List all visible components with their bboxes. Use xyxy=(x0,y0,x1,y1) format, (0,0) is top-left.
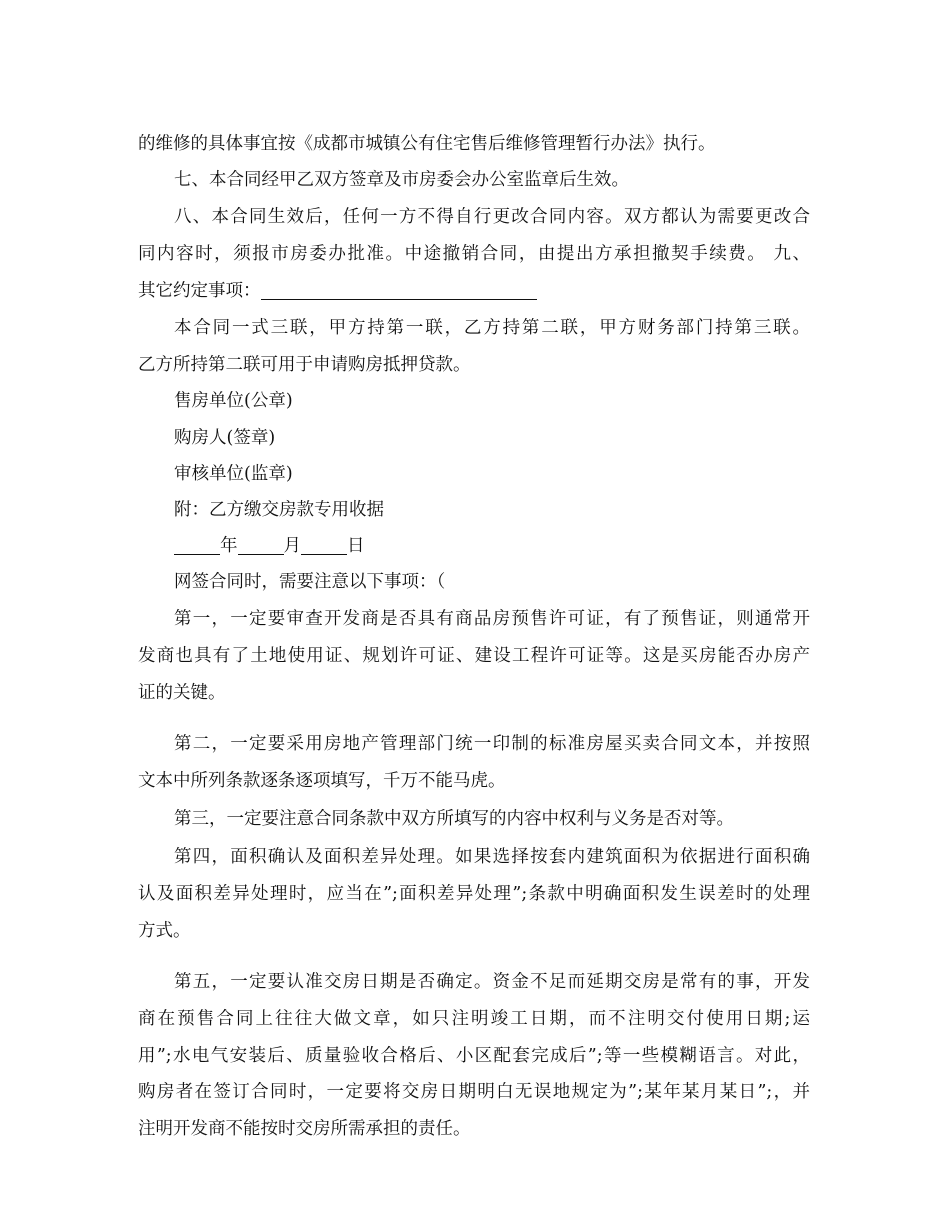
point-five-line-1: 第五，一定要认准交房日期是否确定。资金不足而延期交房是常有的事，开发 xyxy=(174,972,810,992)
copies-line-2: 乙方所持第二联可用于申请购房抵押贷款。 xyxy=(138,355,471,375)
day-blank xyxy=(301,532,347,555)
month-label: 月 xyxy=(283,536,301,556)
point-two-line-1: 第二，一定要采用房地产管理部门统一印制的标准房屋买卖合同文本，并按照 xyxy=(174,734,810,754)
point-five-line-4: 购房者在签订合同时，一定要将交房日期明白无误地规定为”;某年某月某日”;，并 xyxy=(138,1082,810,1102)
clause-eight-line-1: 八、本合同生效后，任何一方不得自行更改合同内容。双方都认为需要更改合 xyxy=(174,207,810,227)
year-blank xyxy=(174,532,220,555)
clause-eight-line-2: 同内容时，须报市房委办批准。中途撤销合同，由提出方承担撤契手续费。 九、 xyxy=(138,244,810,264)
year-label: 年 xyxy=(220,536,238,556)
point-two-line-2: 文本中所列条款逐条逐项填写，千万不能马虎。 xyxy=(138,771,506,791)
point-one-line-3: 证的关键。 xyxy=(138,683,226,703)
point-five-line-3: 用”;水电气安装后、质量验收合格后、小区配套完成后”;等一些模糊语言。对此， xyxy=(138,1046,810,1066)
seller-signature-label: 售房单位(公章) xyxy=(174,391,293,411)
attachment-note: 附：乙方缴交房款专用收据 xyxy=(174,500,384,520)
text-line: 的维修的具体事宜按《成都市城镇公有住宅售后维修管理暂行办法》执行。 xyxy=(138,134,716,154)
notes-heading: 网签合同时，需要注意以下事项：（ xyxy=(174,572,446,592)
point-one-line-2: 发商也具有了土地使用证、规划许可证、建设工程许可证等。这是买房能否办房产 xyxy=(138,646,810,666)
clause-seven: 七、本合同经甲乙双方签章及市房委会办公室监章后生效。 xyxy=(174,170,629,190)
clause-nine-label: 其它约定事项： xyxy=(138,281,261,301)
point-four-line-2: 认及面积差异处理时，应当在”;面积差异处理”;条款中明确面积发生误差时的处理 xyxy=(138,884,810,904)
reviewer-seal-label: 审核单位(监章) xyxy=(174,464,293,484)
day-label: 日 xyxy=(347,536,365,556)
month-blank xyxy=(238,532,284,555)
point-four-line-3: 方式。 xyxy=(138,921,191,941)
other-terms-blank xyxy=(261,277,537,300)
point-one-line-1: 第一，一定要审查开发商是否具有商品房预售许可证，有了预售证，则通常开 xyxy=(174,609,810,629)
buyer-signature-label: 购房人(签章) xyxy=(174,428,276,448)
point-five-line-2: 商在预售合同上往往大做文章，如只注明竣工日期，而不注明交付使用日期;运 xyxy=(138,1009,810,1029)
date-line xyxy=(174,528,365,564)
point-five-line-5: 注明开发商不能按时交房所需承担的责任。 xyxy=(138,1119,471,1139)
clause-nine-line xyxy=(138,273,537,309)
point-four-line-1: 第四，面积确认及面积差异处理。如果选择按套内建筑面积为依据进行面积确 xyxy=(174,847,810,867)
point-three: 第三，一定要注意合同条款中双方所填写的内容中权利与义务是否对等。 xyxy=(174,809,734,829)
copies-line-1: 本合同一式三联，甲方持第一联，乙方持第二联，甲方财务部门持第三联。 xyxy=(174,318,810,338)
